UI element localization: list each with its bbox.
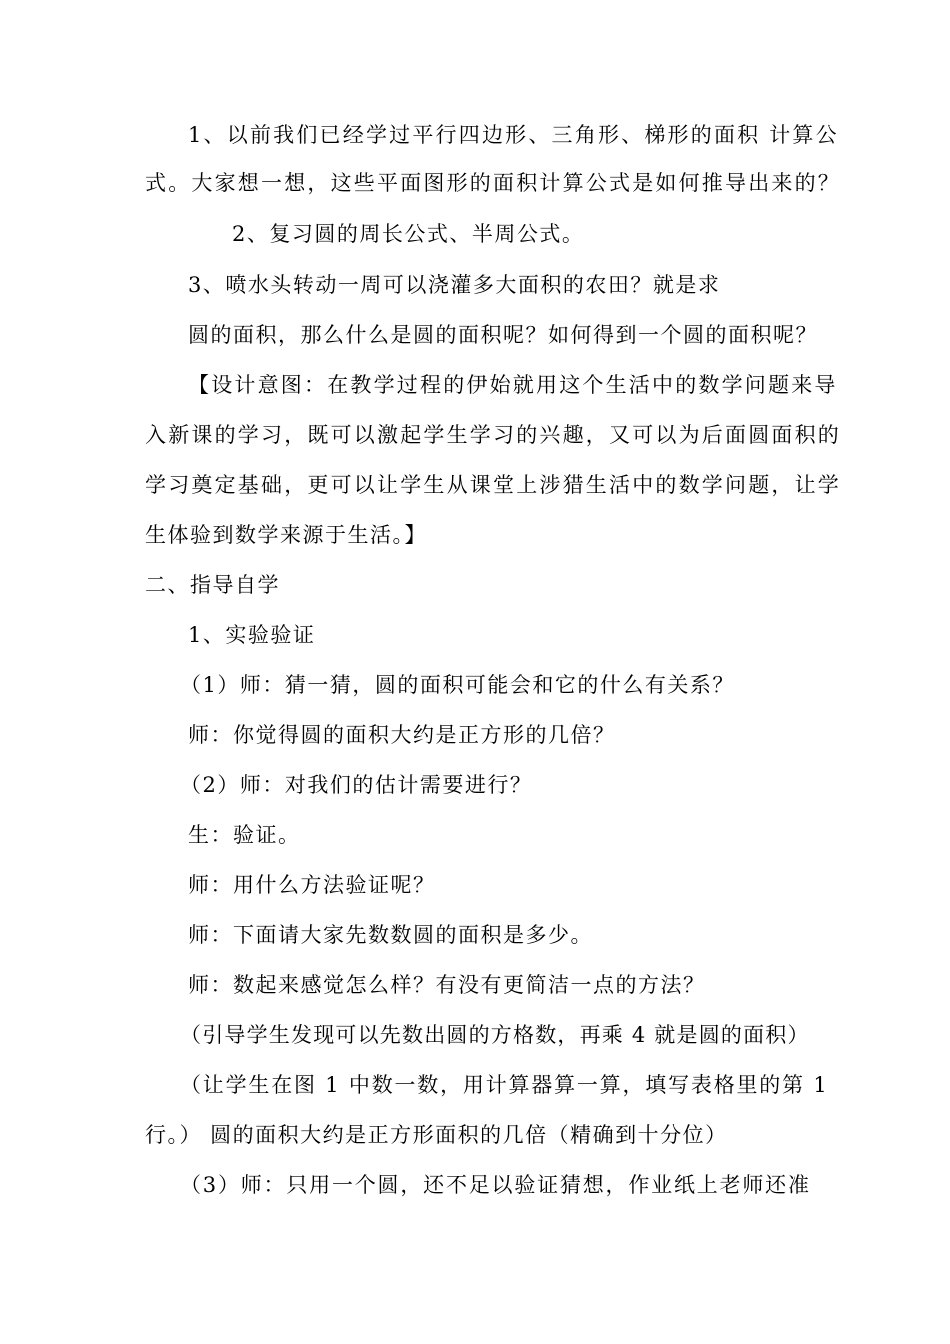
paragraph-line: 圆的面积，那么什么是圆的面积呢？如何得到一个圆的面积呢？ <box>188 323 818 347</box>
paragraph-line: 1、以前我们已经学过平行四边形、三角形、梯形的面积 计算公 <box>188 123 839 147</box>
subsection-heading: 1、实验验证 <box>188 623 316 647</box>
paragraph-line: 师：数起来感觉怎么样？有没有更简洁一点的方法？ <box>188 973 706 997</box>
paragraph-line: 3、喷水头转动一周可以浇灌多大面积的农田？就是求 <box>188 273 721 297</box>
paragraph-line: （引导学生发现可以先数出圆的方格数，再乘 4 就是圆的面积） <box>180 1023 810 1047</box>
paragraph-line: 师：下面请大家先数数圆的面积是多少。 <box>188 923 593 947</box>
section-heading: 二、指导自学 <box>145 573 280 597</box>
paragraph-line: 师：用什么方法验证呢？ <box>188 873 436 897</box>
paragraph-line: 生：验证。 <box>188 823 301 847</box>
paragraph-line: 2、复习圆的周长公式、半周公式。 <box>232 222 585 246</box>
paragraph-line: 入新课的学习，既可以激起学生学习的兴趣，又可以为后面圆面积的 <box>145 423 841 447</box>
paragraph-line: 【设计意图：在教学过程的伊始就用这个生活中的数学问题来导 <box>188 373 838 397</box>
paragraph-line: （让学生在图 1 中数一数，用计算器算一算，填写表格里的第 1 <box>180 1073 829 1097</box>
paragraph-line: （3）师：只用一个圆，还不足以验证猜想，作业纸上老师还准 <box>180 1173 811 1197</box>
paragraph-line: 生体验到数学来源于生活。】 <box>145 523 427 547</box>
paragraph-line: （1）师：猜一猜，圆的面积可能会和它的什么有关系？ <box>180 673 735 697</box>
paragraph-line: 式。大家想一想，这些平面图形的面积计算公式是如何推导出来的？ <box>145 171 841 195</box>
paragraph-line: 学习奠定基础，更可以让学生从课堂上涉猎生活中的数学问题，让学 <box>145 473 841 497</box>
paragraph-line: 行。） 圆的面积大约是正方形面积的几倍（精确到十分位） <box>145 1123 728 1147</box>
paragraph-line: 师：你觉得圆的面积大约是正方形的几倍？ <box>188 723 616 747</box>
paragraph-line: （2）师：对我们的估计需要进行？ <box>180 773 533 797</box>
